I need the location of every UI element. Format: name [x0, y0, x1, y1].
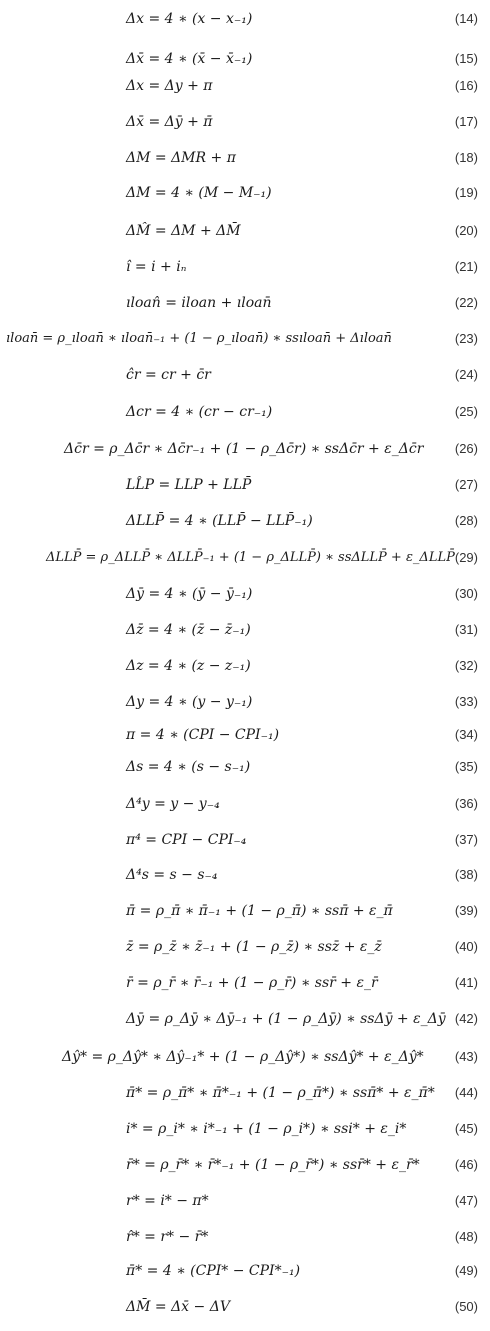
equation-row — [0, 687, 490, 717]
equation-row — [0, 1222, 490, 1252]
equation-row — [0, 288, 490, 318]
equation-row — [0, 896, 490, 926]
equation-row — [0, 1114, 490, 1144]
equation-number: (47) — [454, 1193, 478, 1208]
equation-expression: Δ⁴y = y − y₋₄ — [126, 796, 220, 812]
equation-number: (34) — [454, 727, 478, 742]
equation-number: (46) — [454, 1157, 478, 1172]
equation-number: (37) — [454, 832, 478, 847]
equation-number: (29) — [454, 550, 478, 565]
equation-expression: ΔM = 4 ∗ (M − M₋₁) — [126, 185, 272, 201]
equation-number: (43) — [454, 1049, 478, 1064]
equation-row — [0, 1004, 490, 1034]
equation-expression: ΔLLP̄ = ρ_ΔLLP̄ ∗ ΔLLP̄₋₁ + (1 − ρ_ΔLLP̄) ∗ ssΔLLP̄ + ε_ΔLLP̄ — [46, 550, 455, 565]
equation-row — [0, 1186, 490, 1216]
equation-number: (21) — [454, 259, 478, 274]
equation-number: (44) — [454, 1085, 478, 1100]
equation-row — [0, 825, 490, 855]
equation-row — [0, 1078, 490, 1108]
equation-expression: Δȳ = 4 ∗ (ȳ − ȳ₋₁) — [126, 586, 253, 602]
equation-expression: ĉr = cr + c̄r — [126, 367, 211, 383]
equation-number: (24) — [454, 367, 478, 382]
equation-expression: ıloan̄ = ρ_ıloan̄ ∗ ıloan̄₋₁ + (1 − ρ_ıloan̄) ∗ ssıloan̄ + Δıloan̄ — [6, 331, 392, 346]
equation-number: (33) — [454, 694, 478, 709]
equation-row — [0, 932, 490, 962]
equation-row — [0, 543, 490, 573]
equation-number: (14) — [454, 11, 478, 26]
equation-expression: Δ⁴s = s − s₋₄ — [126, 867, 218, 883]
equation-row — [0, 71, 490, 101]
equation-expression: π⁴ = CPI − CPI₋₄ — [126, 832, 247, 848]
equation-number: (30) — [454, 586, 478, 601]
equation-row — [0, 178, 490, 208]
equation-number: (15) — [454, 51, 478, 66]
equation-number: (22) — [454, 295, 478, 310]
equation-expression: Δx = 4 ∗ (x − x₋₁) — [126, 11, 253, 27]
equation-expression: Δx = Δy + π — [126, 78, 213, 94]
equation-number: (23) — [454, 331, 478, 346]
equation-number: (38) — [454, 867, 478, 882]
equation-number: (20) — [454, 223, 478, 238]
equation-row — [0, 506, 490, 536]
equation-row — [0, 324, 490, 354]
equation-row — [0, 651, 490, 681]
equation-number: (45) — [454, 1121, 478, 1136]
equation-row — [0, 470, 490, 500]
equation-number: (36) — [454, 796, 478, 811]
equation-expression: Δz̄ = 4 ∗ (z̄ − z̄₋₁) — [126, 622, 251, 638]
equation-row — [0, 4, 490, 34]
equation-expression: Δȳ = ρ_Δȳ ∗ Δȳ₋₁ + (1 − ρ_Δȳ) ∗ ssΔȳ + ε_Δȳ — [126, 1011, 446, 1027]
equation-expression: ΔM̂ = ΔM + ΔM̄ — [126, 223, 241, 239]
equation-row — [0, 397, 490, 427]
equation-expression: π = 4 ∗ (CPI − CPI₋₁) — [126, 727, 280, 743]
equation-number: (19) — [454, 185, 478, 200]
equation-number: (49) — [454, 1263, 478, 1278]
equation-row — [0, 968, 490, 998]
equation-row — [0, 360, 490, 390]
equation-number: (31) — [454, 622, 478, 637]
equation-expression: ΔM̄ = Δx̄ − ΔV — [126, 1299, 230, 1315]
equation-number: (27) — [454, 477, 478, 492]
equation-expression: Δz = 4 ∗ (z − z₋₁) — [126, 658, 251, 674]
equation-number: (48) — [454, 1229, 478, 1244]
equation-expression: r* = i* − π* — [126, 1193, 209, 1209]
equation-expression: ΔM = ΔMR + π — [126, 150, 236, 166]
equation-number: (40) — [454, 939, 478, 954]
equation-row — [0, 615, 490, 645]
equation-row — [0, 752, 490, 782]
equation-expression: i* = ρ_i* ∗ i*₋₁ + (1 − ρ_i*) ∗ ssi* + ε_i* — [126, 1121, 407, 1137]
equation-expression: π̄* = ρ_π̄* ∗ π̄*₋₁ + (1 − ρ_π̄*) ∗ ssπ̄* + ε_π̄* — [126, 1085, 435, 1101]
equation-row — [0, 579, 490, 609]
equation-row — [0, 789, 490, 819]
equation-row — [0, 1292, 490, 1322]
equation-expression: π̄ = ρ_π̄ ∗ π̄₋₁ + (1 − ρ_π̄) ∗ ssπ̄ + ε_π̄ — [126, 903, 393, 919]
equation-expression: r̄* = ρ_r̄* ∗ r̄*₋₁ + (1 − ρ_r̄*) ∗ ssr̄* + ε_r̄* — [126, 1157, 420, 1173]
equation-row — [0, 216, 490, 246]
equation-expression: r̂* = r* − r̄* — [126, 1229, 209, 1245]
equation-row — [0, 860, 490, 890]
equation-expression: ıloan̂ = iloan + ıloan̄ — [126, 295, 272, 311]
equation-expression: Δx̄ = 4 ∗ (x̄ − x̄₋₁) — [126, 51, 253, 67]
equation-row — [0, 434, 490, 464]
equation-row — [0, 1150, 490, 1180]
equation-row — [0, 252, 490, 282]
equation-expression: Δŷ* = ρ_Δŷ* ∗ Δŷ₋₁* + (1 − ρ_Δŷ*) ∗ ssΔŷ* + ε_Δŷ* — [62, 1049, 424, 1065]
equation-number: (28) — [454, 513, 478, 528]
equation-expression: z̄ = ρ_z̄ ∗ z̄₋₁ + (1 − ρ_z̄) ∗ ssz̄ + ε_z̄ — [126, 939, 382, 955]
equation-number: (32) — [454, 658, 478, 673]
equation-number: (16) — [454, 78, 478, 93]
equation-number: (17) — [454, 114, 478, 129]
equation-row — [0, 107, 490, 137]
equation-number: (41) — [454, 975, 478, 990]
equation-number: (18) — [454, 150, 478, 165]
equation-row — [0, 44, 490, 74]
equation-expression: Δs = 4 ∗ (s − s₋₁) — [126, 759, 251, 775]
equation-number: (50) — [454, 1299, 478, 1314]
equation-number: (35) — [454, 759, 478, 774]
equation-row — [0, 143, 490, 173]
equation-row — [0, 1256, 490, 1286]
equation-expression: Δx̄ = Δȳ + π̄ — [126, 114, 213, 130]
equation-expression: r̄ = ρ_r̄ ∗ r̄₋₁ + (1 − ρ_r̄) ∗ ssr̄ + ε_r̄ — [126, 975, 378, 991]
equation-number: (39) — [454, 903, 478, 918]
equation-expression: Δcr = 4 ∗ (cr − cr₋₁) — [126, 404, 273, 420]
equation-expression: Δy = 4 ∗ (y − y₋₁) — [126, 694, 253, 710]
equation-number: (42) — [454, 1011, 478, 1026]
equation-expression: π̄* = 4 ∗ (CPI* − CPI*₋₁) — [126, 1263, 301, 1279]
equation-expression: ΔLLP̄ = 4 ∗ (LLP̄ − LLP̄₋₁) — [126, 513, 313, 529]
equation-expression: î = i + iₙ — [126, 259, 187, 275]
equation-expression: LL̂P = LLP + LLP̄ — [126, 477, 252, 493]
equation-row — [0, 720, 490, 750]
equation-expression: Δc̄r = ρ_Δc̄r ∗ Δc̄r₋₁ + (1 − ρ_Δc̄r) ∗ ssΔc̄r + ε_Δc̄r — [64, 441, 424, 457]
equation-number: (25) — [454, 404, 478, 419]
equation-row — [0, 1042, 490, 1072]
equation-number: (26) — [454, 441, 478, 456]
